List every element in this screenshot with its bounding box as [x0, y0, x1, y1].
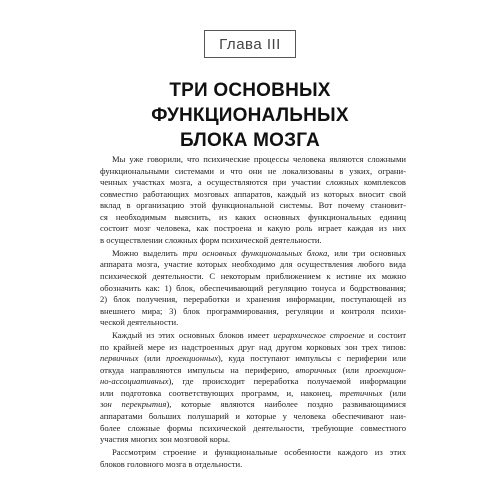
text-run: внешнего мира; 3) блок программирования, регуляции и контроля психи- — [100, 305, 406, 316]
italic-term: проекцион- — [365, 364, 406, 375]
text-run: Можно выделить — [112, 247, 183, 258]
text-line — [100, 342, 406, 354]
text-run: (или — [138, 353, 167, 364]
text-run: в осуществлении сложных форм психической деятельности. — [100, 234, 322, 245]
text-run: ческой деятельности. — [100, 317, 179, 328]
text-run: (или — [336, 364, 366, 375]
text-run: ченных участках мозга, а осуществляются при участии сложных комплексов — [100, 177, 406, 188]
paragraph — [100, 248, 406, 329]
text-run: более сложные формы психической деятельности, требующие совместного — [100, 422, 406, 433]
text-run: состоит мозг человека, как построена и какую роль играет каждая из них — [100, 223, 406, 234]
italic-term: три основных функциональных блока — [182, 247, 328, 258]
text-run: ), где происходит переработка получаемой информации — [168, 376, 406, 387]
paragraph — [100, 154, 406, 246]
text-run: вклад в организацию этой функциональной системы. Вот почему становит- — [100, 200, 406, 211]
title-line: БЛОКА МОЗГА — [180, 130, 320, 151]
text-run: участия многих зон мозговой коры. — [100, 434, 231, 445]
title-line: ФУНКЦИОНАЛЬНЫХ — [151, 105, 349, 126]
text-run: функциональными системами и что они не локализованы в узких, ограни- — [100, 165, 406, 176]
text-line — [100, 423, 406, 435]
text-line — [100, 330, 406, 342]
text-line — [100, 365, 406, 377]
text-run: Рассмотрим строение и функциональные особенности каждого из этих — [112, 447, 406, 458]
italic-term: но-ассоциативных — [100, 376, 169, 387]
text-line — [100, 154, 406, 166]
text-line — [100, 317, 406, 329]
text-line — [100, 166, 406, 178]
text-line — [100, 283, 406, 295]
italic-term: проекционных — [166, 353, 218, 364]
text-line — [100, 434, 406, 446]
chapter-label-text: Глава III — [219, 35, 281, 53]
text-line — [100, 353, 406, 365]
text-line — [100, 259, 406, 271]
italic-term: третичных — [339, 387, 383, 398]
title-line: ТРИ ОСНОВНЫХ — [169, 80, 331, 101]
text-line — [100, 459, 406, 471]
text-line — [100, 189, 406, 201]
text-run: блоков головного мозга в отдельности. — [100, 458, 243, 469]
text-run: по крайней мере из надстроенных друг над другом корковых зон трех типов: — [100, 341, 406, 352]
paragraph — [100, 330, 406, 445]
italic-term: иерархическое строение — [273, 330, 365, 341]
text-run: аппарата мозга, участие которых необходимо для осуществления любого вида — [100, 259, 406, 270]
text-line — [100, 212, 406, 224]
text-line — [100, 388, 406, 400]
body-text — [100, 154, 406, 472]
text-run: ся необходимым выяснить, из каких основных функциональных единиц — [100, 211, 406, 222]
text-run: , или три основных — [327, 247, 406, 258]
text-run: (или — [382, 387, 406, 398]
text-run: откуда направляются импульсы на периферию, — [100, 364, 296, 375]
text-line — [100, 294, 406, 306]
text-run: психической деятельности. С некоторым приближением к истине их можно — [100, 270, 406, 281]
text-line — [100, 200, 406, 212]
text-run: аппаратами больших полушарий и которые у человека обеспечивают наи- — [100, 411, 406, 422]
text-line — [100, 399, 406, 411]
italic-term: вторичных — [295, 364, 337, 375]
chapter-title — [60, 78, 440, 153]
text-line — [100, 223, 406, 235]
chapter-label — [204, 30, 296, 58]
text-run: или подготовка соответствующих программ, и, наконец, — [100, 387, 340, 398]
text-run: Каждый из этих основных блоков имеет — [112, 330, 274, 341]
italic-term: первичных — [100, 353, 139, 364]
text-line — [100, 248, 406, 260]
text-run: и состоит — [364, 330, 407, 341]
text-run: Мы уже говорили, что психические процессы человека являются сложными — [112, 154, 406, 164]
text-run: ), куда поступают импульсы с периферии или — [217, 353, 406, 364]
italic-term: зон перекрытия — [100, 399, 167, 410]
text-line — [100, 177, 406, 189]
text-line — [100, 306, 406, 318]
text-line — [100, 235, 406, 247]
text-run: обозначить как: 1) блок, обеспечивающий регуляцию тонуса и бодрствования; — [100, 282, 406, 293]
text-run: ), которые являются наиболее поздно развивающимися — [166, 399, 406, 410]
text-line — [100, 271, 406, 283]
text-run: 2) блок получения, переработки и хранения информации, поступающей из — [100, 294, 406, 305]
text-run: совместно работающих мозговых аппаратов, каждый из которых вносит свой — [100, 188, 406, 199]
paragraph — [100, 447, 406, 470]
text-line — [100, 447, 406, 459]
text-line — [100, 411, 406, 423]
text-line — [100, 376, 406, 388]
